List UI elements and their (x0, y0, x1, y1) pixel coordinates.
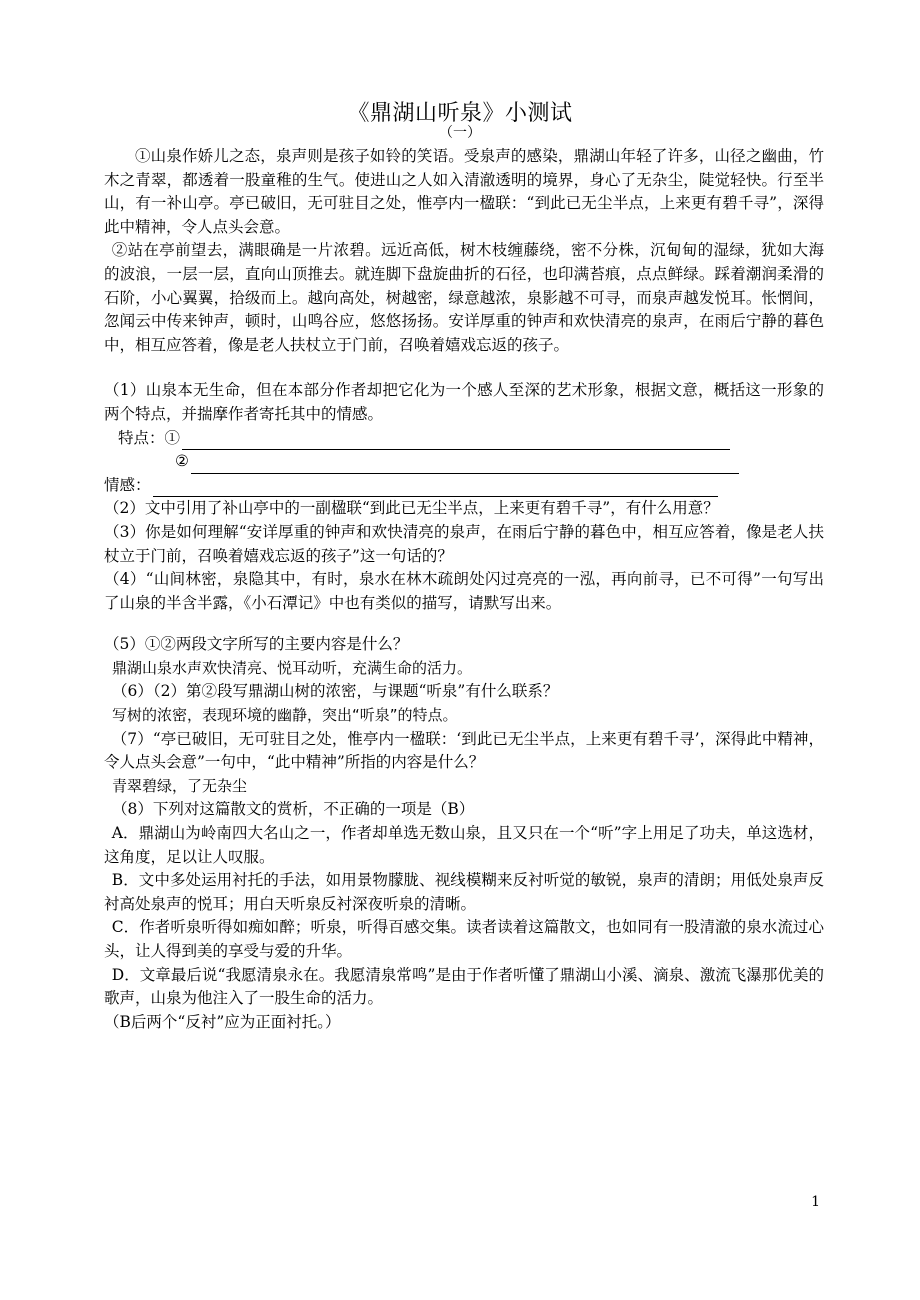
option-a: A．鼎湖山为岭南四大名山之一，作者却单选无数山泉，且又只在一个“听”字上用足了功夫，单这选材，这角度，足以让人叹服。 (104, 824, 824, 866)
emotion-row (104, 474, 824, 498)
question-2: （2）文中引用了补山亭中的一副楹联“到此已无尘半点，上来更有碧千寻”，有什么用意？ (104, 499, 719, 518)
page-title: 《鼎湖山听泉》小测试 (347, 101, 573, 126)
emotion-label: 情感： (104, 475, 151, 494)
question-6: （6）（2）第②段写鼎湖山树的浓密，与课题“听泉”有什么联系？ (112, 682, 559, 701)
question-1: （1）山泉本无生命，但在本部分作者却把它化为一个感人至深的艺术形象，根据文意，概括这一形象的两个特点，并揣摩作者寄托其中的情感。 (104, 381, 824, 423)
answer-6: 写树的浓密，表现环境的幽静，突出“听泉”的特点。 (112, 706, 458, 725)
passage-paragraph-1: ①山泉作娇儿之态，泉声则是孩子如铃的笑语。受泉声的感染，鼎湖山年轻了许多，山径之幽曲，竹木之青翠，都透着一股童稚的生气。使进山之人如入清澈透明的境界，身心了无杂尘，陡觉轻快。行至半山，有一补山亭。亭已破旧，无可驻目之处，惟亭内一楹联：“到此已无尘半点，上来更有碧千寻”，深得此中精神，令人点头会意。 (104, 147, 824, 236)
option-c: C．作者听泉听得如痴如醉；听泉，听得百感交集。读者读着这篇散文，也如同有一股清澈的泉水流过心头，让人得到美的享受与爱的升华。 (104, 918, 824, 960)
question-8: （8）下列对这篇散文的赏析，不正确的一项是（B） (112, 800, 475, 819)
spacer (104, 615, 824, 633)
question-5: （5）①②两段文字所写的主要内容是什么？ (104, 635, 409, 654)
document-body (104, 145, 824, 1034)
spacer (104, 357, 824, 379)
answer-note: （B后两个“反衬”应为正面衬托。） (104, 1012, 341, 1031)
feature-2-row (104, 450, 824, 474)
feature-1-row (104, 427, 824, 451)
feature-2-label: ② (175, 452, 189, 471)
question-4: （4）“山间林密，泉隐其中，有时，泉水在林木疏朗处闪过亮亮的一泓，再向前寻，已不可得”一句写出了山泉的半含半露，《小石潭记》中也有类似的描写，请默写出来。 (104, 570, 824, 612)
passage-paragraph-2: ②站在亭前望去，满眼确是一片浓碧。远近高低，树木枝缠藤绕，密不分株，沉甸甸的湿绿，犹如大海的波浪，一层一层，直向山顶推去。就连脚下盘旋曲折的石径，也印满苔痕，点点鲜绿。踩着潮润柔滑的石阶，小心翼翼，拾级而上。越向高处，树越密，绿意越浓，泉影越不可寻，而泉声越发悦耳。怅惘间，忽闻云中传来钟声，顿时，山鸣谷应，悠悠扬扬。安详厚重的钟声和欢快清亮的泉声，在雨后宁静的暮色中，相互应答着，像是老人扶杖立于门前，召唤着嬉戏忘返的孩子。 (104, 241, 824, 354)
answer-blank-feature-1[interactable] (182, 433, 730, 450)
answer-blank-feature-2[interactable] (191, 457, 739, 474)
question-7: （7）“亭已破旧，无可驻目之处，惟亭内一楹联：‘到此已无尘半点，上来更有碧千寻’，深得此中精神，令人点头会意”一句中，“此中精神”所指的内容是什么？ (104, 729, 824, 772)
option-d: D．文章最后说“我愿清泉永在。我愿清泉常鸣”是由于作者听懂了鼎湖山小溪、滴泉、激流飞瀑那优美的歌声，山泉为他注入了一股生命的活力。 (104, 965, 824, 1008)
page-number: 1 (811, 1194, 820, 1210)
answer-blank-emotion[interactable] (153, 480, 718, 497)
feature-label: 特点：① (118, 428, 181, 447)
answer-5: 鼎湖山泉水声欢快清亮、悦耳动听，充满生命的活力。 (112, 658, 473, 677)
answer-7: 青翠碧绿，了无杂尘 (112, 776, 248, 795)
option-b: B．文中多处运用衬托的手法，如用景物朦胧、视线模糊来反衬听觉的敏锐，泉声的清朗；用低处泉声反衬高处泉声的悦耳；用白天听泉反衬深夜听泉的清晰。 (104, 871, 824, 913)
question-3: （3）你是如何理解“安详厚重的钟声和欢快清亮的泉声，在雨后宁静的暮色中，相互应答着，像是老人扶杖立于门前，召唤着嬉戏忘返的孩子”这一句话的？ (104, 522, 824, 565)
section-number: （一） (439, 125, 481, 141)
